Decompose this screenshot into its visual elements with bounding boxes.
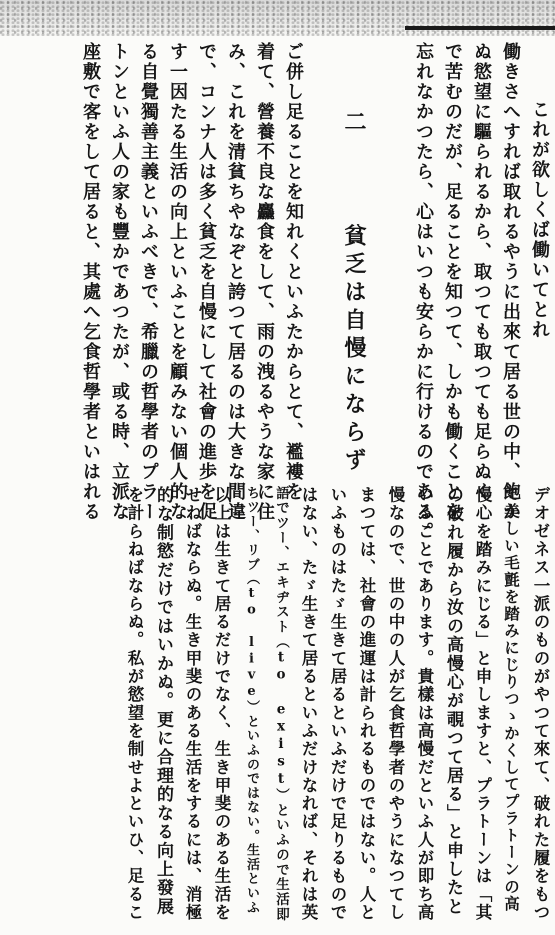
lower-line-7: まつては、社會の進運は計られるものではない。人と — [357, 486, 376, 922]
upper-line-1: これが欲しくば働いてとれ — [529, 100, 550, 340]
lower-line-13: せねばならぬ。生き甲斐のある生活をするには、消極 — [183, 486, 202, 922]
lower-line-4: の破れ履から汝の高慢心が覗つて居る」と申したと — [443, 486, 463, 917]
upper-body-line-6: る自覺獨善主義といふべきで、希臘の哲學者のプラー — [138, 42, 159, 522]
header-rule — [405, 26, 555, 30]
lower-line-11: ちツー、リブ（to live）といふのではない。生活といふ — [244, 486, 259, 915]
upper-body-line-5: す一因たる生活の向上といふことを顧みない個人的な — [167, 42, 188, 522]
lower-line-3: 慢心を踏みにじる」と申しますと、プラトーンは「其 — [473, 486, 492, 922]
lower-line-15: を計らねばならぬ。私が慾望を制せよといひ、足るこ — [125, 486, 144, 922]
lower-line-2: て美しい毛氈を踏みにじりつゝかくしてプラトーンの高 — [502, 486, 521, 913]
lower-line-9: はない、たゞ生きて居るといふだけなれば、それは英 — [299, 486, 318, 922]
scan-noise — [0, 0, 555, 36]
lower-line-6: 慢なので、世の中の人が乞食哲學者のやうになつてし — [386, 486, 405, 922]
upper-body-line-1: ご併し足ることを知れくといふたからとて、襤褸を — [283, 42, 304, 502]
upper-line-5: 忘れなかつたら、心はいつも安らかに行けるのである。 — [413, 42, 434, 542]
section-heading — [340, 110, 370, 476]
upper-body-line-4: で、コンナ人は多く貧乏を自慢にして社會の進歩を促 — [196, 42, 217, 522]
section-title-text: 貧乏は自慢にならず — [341, 224, 367, 476]
upper-body-line-3: み、これを清貧ちやなぞと誇つて居るのは大きな間違 — [225, 42, 246, 522]
upper-body-line-8: 座敷で客をして居ると、其處へ乞食哲學者といはれる — [80, 42, 101, 522]
section-spacer — [341, 164, 367, 192]
lower-line-8: いふものはたゞ生きて居るといふだけで足りるもので — [328, 486, 347, 922]
upper-body-line-2: 着て、營養不良な麤食をして、雨の洩るやうな家に住 — [254, 42, 275, 522]
lower-line-1: デオゼネス一派のものがやつて來て、破れた履をもつ — [531, 486, 550, 922]
section-number: 二 — [341, 110, 367, 132]
upper-line-2: 働きさへすれば取れるやうに出來て居る世の中、飽か — [500, 42, 521, 522]
upper-body-line-7: トンといふ人の家も豐かであつたが、或る時、立派な — [109, 42, 130, 522]
upper-line-3: ぬ慾望に驅られるから、取つても取つても足らぬく — [471, 42, 492, 502]
upper-line-4: で苦むのだが、足ることを知つて、しかも働くことを — [442, 42, 463, 522]
lower-line-12: 以上は生きて居るだけでなく、生き甲斐のある生活を — [212, 486, 231, 922]
lower-line-14: 的な制慾だけではいかぬ。更に合理的なる向上發展 — [153, 486, 173, 917]
lower-line-5: いふことであります。貴樣は高慢だといふ人が即ち高 — [415, 486, 434, 922]
lower-line-10: 語でツー、エキヂスト（to exist）といふので生活即 — [273, 486, 289, 922]
